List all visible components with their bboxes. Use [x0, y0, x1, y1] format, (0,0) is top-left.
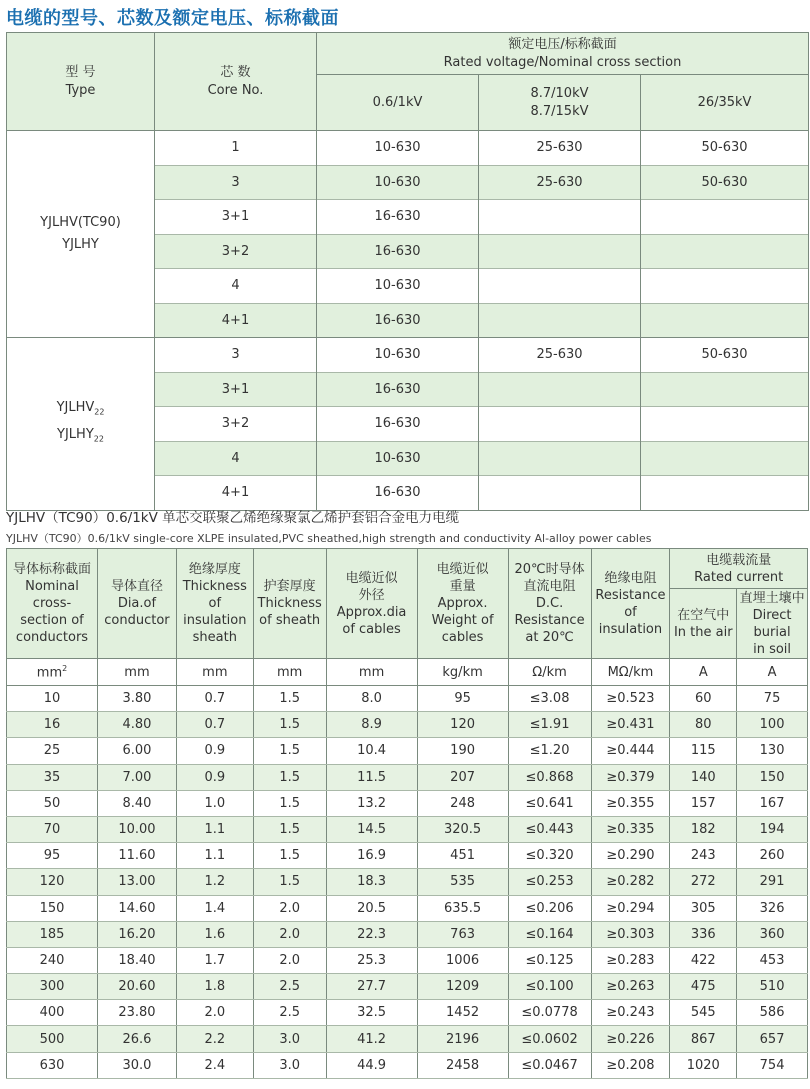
table-cell: ≤0.164 — [508, 921, 591, 947]
unit-cell: mm — [98, 659, 177, 686]
table-cell: ≥0.283 — [591, 947, 670, 973]
table-row — [7, 816, 808, 842]
hdr-rated-current: 电缆载流量 Rated current — [670, 549, 808, 589]
table-cell: 7.00 — [98, 764, 177, 790]
table-cell: 8.0 — [326, 686, 417, 712]
range-cell — [641, 441, 809, 476]
table-cell: ≤0.0778 — [508, 1000, 591, 1026]
core-cell: 3 — [155, 165, 317, 200]
hdr-sheath-thickness: 护套厚度 Thickness of sheath — [253, 549, 326, 659]
table-cell: 75 — [737, 686, 808, 712]
table-cell: 1.5 — [253, 686, 326, 712]
table-cell: 248 — [417, 790, 508, 816]
table-cell: 23.80 — [98, 1000, 177, 1026]
table-cell: ≤0.320 — [508, 843, 591, 869]
table-cell: 11.5 — [326, 764, 417, 790]
table-cell: 1.2 — [176, 869, 253, 895]
table-cell: 1.5 — [253, 843, 326, 869]
table-cell: 1452 — [417, 1000, 508, 1026]
table-cell: 70 — [7, 816, 98, 842]
core-cell: 4 — [155, 269, 317, 304]
table-cell: 0.9 — [176, 764, 253, 790]
table-row — [7, 869, 808, 895]
table-cell: 20.5 — [326, 895, 417, 921]
table-cell: 150 — [737, 764, 808, 790]
table-cell: 8.40 — [98, 790, 177, 816]
range-cell — [641, 407, 809, 442]
table-cell: ≤1.91 — [508, 712, 591, 738]
table-cell: 185 — [7, 921, 98, 947]
core-header: 芯 数 Core No. — [155, 33, 317, 131]
table-cell: 10.00 — [98, 816, 177, 842]
range-cell — [641, 303, 809, 338]
table-row — [7, 1000, 808, 1026]
table-cell: 0.9 — [176, 738, 253, 764]
table-cell: ≥0.355 — [591, 790, 670, 816]
table-cell: ≤0.641 — [508, 790, 591, 816]
table-cell: ≥0.379 — [591, 764, 670, 790]
range-cell: 16-630 — [317, 303, 479, 338]
table-cell: 11.60 — [98, 843, 177, 869]
table-cell: ≥0.444 — [591, 738, 670, 764]
table-cell: 3.0 — [253, 1026, 326, 1052]
range-cell: 10-630 — [317, 338, 479, 373]
table-cell: ≤0.0467 — [508, 1052, 591, 1078]
table-cell: 630 — [7, 1052, 98, 1078]
table-cell: 305 — [670, 895, 737, 921]
table-cell: 182 — [670, 816, 737, 842]
core-cell: 4+1 — [155, 303, 317, 338]
table-cell: 10.4 — [326, 738, 417, 764]
range-cell: 50-630 — [641, 165, 809, 200]
table-cell: 25.3 — [326, 947, 417, 973]
table-cell: 194 — [737, 816, 808, 842]
type-header: 型 号 Type — [7, 33, 155, 131]
table-cell: ≤3.08 — [508, 686, 591, 712]
table-cell: ≥0.335 — [591, 816, 670, 842]
table-cell: 80 — [670, 712, 737, 738]
table-cell: ≤0.868 — [508, 764, 591, 790]
table-cell: ≤0.253 — [508, 869, 591, 895]
table-cell: 400 — [7, 1000, 98, 1026]
table-cell: 20.60 — [98, 974, 177, 1000]
hdr-dc-resistance: 20℃时导体 直流电阻 D.C. Resistance at 20℃ — [508, 549, 591, 659]
range-cell — [479, 234, 641, 269]
table-cell: 320.5 — [417, 816, 508, 842]
table-cell: 1.7 — [176, 947, 253, 973]
table-cell: 44.9 — [326, 1052, 417, 1078]
range-cell: 10-630 — [317, 269, 479, 304]
hdr-insulation-thickness: 绝缘厚度 Thickness of insulation sheath — [176, 549, 253, 659]
table-cell: 16 — [7, 712, 98, 738]
range-cell — [479, 407, 641, 442]
table-cell: 867 — [670, 1026, 737, 1052]
table-cell: 1.6 — [176, 921, 253, 947]
table-cell: 18.3 — [326, 869, 417, 895]
core-cell: 3+2 — [155, 234, 317, 269]
table-cell: 16.9 — [326, 843, 417, 869]
table-cell: 545 — [670, 1000, 737, 1026]
range-cell — [641, 476, 809, 511]
table-cell: 3.80 — [98, 686, 177, 712]
table-cell: 535 — [417, 869, 508, 895]
table-cell: 500 — [7, 1026, 98, 1052]
caption-en: YJLHV（TC90）0.6/1kV single-core XLPE insulated,PVC sheathed,high strength and conductivity Al-alloy power cables — [6, 532, 652, 545]
voltage-26-header: 26/35kV — [641, 75, 809, 131]
unit-cell: $mm^2$ — [7, 659, 98, 686]
table-cell: 1.1 — [176, 816, 253, 842]
table-cell: 1.8 — [176, 974, 253, 1000]
table-cell: 260 — [737, 843, 808, 869]
table-row — [7, 1052, 808, 1078]
type-cell: $YJLHV_{22}$ $YJLHY_{22}$ — [7, 338, 155, 511]
range-cell: 50-630 — [641, 338, 809, 373]
range-cell — [641, 200, 809, 235]
range-cell: 16-630 — [317, 476, 479, 511]
table-cell: ≥0.226 — [591, 1026, 670, 1052]
table-cell: 25 — [7, 738, 98, 764]
unit-cell: MΩ/km — [591, 659, 670, 686]
table-cell: 2.0 — [253, 947, 326, 973]
core-cell: 3+1 — [155, 372, 317, 407]
table-row — [7, 1026, 808, 1052]
core-cell: 3 — [155, 338, 317, 373]
table-cell: 272 — [670, 869, 737, 895]
table-cell: 291 — [737, 869, 808, 895]
range-cell: 25-630 — [479, 131, 641, 166]
table-cell: 1.5 — [253, 764, 326, 790]
table-cell: 453 — [737, 947, 808, 973]
table-cell: 0.7 — [176, 686, 253, 712]
table-cell: 95 — [7, 843, 98, 869]
table-row — [7, 712, 808, 738]
table-cell: 100 — [737, 712, 808, 738]
table-row — [7, 131, 809, 166]
table-row — [7, 843, 808, 869]
table-cell: 14.5 — [326, 816, 417, 842]
table-cell: ≥0.282 — [591, 869, 670, 895]
unit-cell: mm — [326, 659, 417, 686]
table-cell: 2.0 — [176, 1000, 253, 1026]
range-cell: 16-630 — [317, 372, 479, 407]
voltage-0.6-header: 0.6/1kV — [317, 75, 479, 131]
table-cell: 95 — [417, 686, 508, 712]
table-cell: 360 — [737, 921, 808, 947]
table-cell: ≤0.100 — [508, 974, 591, 1000]
range-cell — [641, 234, 809, 269]
rated-voltage-header: 额定电压/标称截面 Rated voltage/Nominal cross section — [317, 33, 809, 75]
table-cell: 635.5 — [417, 895, 508, 921]
range-cell — [479, 200, 641, 235]
range-cell: 16-630 — [317, 407, 479, 442]
table-row — [7, 738, 808, 764]
table-cell: 167 — [737, 790, 808, 816]
table-cell: 41.2 — [326, 1026, 417, 1052]
table-cell: ≤0.0602 — [508, 1026, 591, 1052]
range-cell — [479, 269, 641, 304]
table-cell: 50 — [7, 790, 98, 816]
hdr-in-soil: 直埋土壤中 Direct burial in soil — [737, 589, 808, 659]
table-row — [7, 790, 808, 816]
range-cell — [479, 372, 641, 407]
table-cell: ≥0.303 — [591, 921, 670, 947]
table-cell: 130 — [737, 738, 808, 764]
table-row — [7, 947, 808, 973]
hdr-conductor-dia: 导体直径 Dia.of conductor — [98, 549, 177, 659]
range-cell — [641, 372, 809, 407]
table-cell: 120 — [7, 869, 98, 895]
table-cell: 32.5 — [326, 1000, 417, 1026]
table-cell: 1.5 — [253, 816, 326, 842]
table-cell: 300 — [7, 974, 98, 1000]
range-cell: 16-630 — [317, 200, 479, 235]
table-cell: 60 — [670, 686, 737, 712]
table-cell: 157 — [670, 790, 737, 816]
table-cell: 754 — [737, 1052, 808, 1078]
range-cell: 25-630 — [479, 165, 641, 200]
table-cell: 451 — [417, 843, 508, 869]
table-cell: 2.5 — [253, 1000, 326, 1026]
core-cell: 1 — [155, 131, 317, 166]
table-cell: 30.0 — [98, 1052, 177, 1078]
range-cell: 25-630 — [479, 338, 641, 373]
table-cell: 422 — [670, 947, 737, 973]
table-cell: ≥0.208 — [591, 1052, 670, 1078]
hdr-in-air: 在空气中 In the air — [670, 589, 737, 659]
range-cell: 16-630 — [317, 234, 479, 269]
table-row — [7, 338, 809, 373]
core-cell: 4 — [155, 441, 317, 476]
table-cell: 2.5 — [253, 974, 326, 1000]
table-cell: ≤1.20 — [508, 738, 591, 764]
table-cell: 140 — [670, 764, 737, 790]
table-cell: 657 — [737, 1026, 808, 1052]
core-cell: 3+2 — [155, 407, 317, 442]
table-cell: ≥0.523 — [591, 686, 670, 712]
specs-rows — [7, 686, 808, 1079]
table-cell: 150 — [7, 895, 98, 921]
table-cell: 1.4 — [176, 895, 253, 921]
table-cell: 243 — [670, 843, 737, 869]
table-row — [7, 686, 808, 712]
table-row — [7, 921, 808, 947]
table-cell: 26.6 — [98, 1026, 177, 1052]
table-row — [7, 764, 808, 790]
core-cell: 4+1 — [155, 476, 317, 511]
table-cell: 1006 — [417, 947, 508, 973]
table-cell: ≥0.243 — [591, 1000, 670, 1026]
type-cell: YJLHV(TC90) YJLHY — [7, 131, 155, 338]
table-cell: 1.5 — [253, 790, 326, 816]
group2-rows — [7, 338, 809, 511]
hdr-insulation-resistance: 绝缘电阻 Resistance of insulation — [591, 549, 670, 659]
table-cell: 1.5 — [253, 712, 326, 738]
unit-cell: mm — [176, 659, 253, 686]
table-row — [7, 895, 808, 921]
table-cell: 1.1 — [176, 843, 253, 869]
page-title: 电缆的型号、芯数及额定电压、标称截面 — [6, 8, 339, 29]
table-cell: 1.5 — [253, 738, 326, 764]
range-cell — [641, 269, 809, 304]
table-cell: 190 — [417, 738, 508, 764]
range-cell: 10-630 — [317, 165, 479, 200]
table-cell: ≤0.443 — [508, 816, 591, 842]
table-cell: 8.9 — [326, 712, 417, 738]
table-cell: 240 — [7, 947, 98, 973]
table-cell: 18.40 — [98, 947, 177, 973]
table-cell: ≥0.290 — [591, 843, 670, 869]
core-cell: 3+1 — [155, 200, 317, 235]
table-cell: 475 — [670, 974, 737, 1000]
unit-cell: A — [670, 659, 737, 686]
range-cell — [479, 303, 641, 338]
table-cell: 336 — [670, 921, 737, 947]
table-cell: 1.5 — [253, 869, 326, 895]
table-cell: 115 — [670, 738, 737, 764]
table-cell: 14.60 — [98, 895, 177, 921]
table-cell: 3.0 — [253, 1052, 326, 1078]
table-cell: 510 — [737, 974, 808, 1000]
table-cell: 1.0 — [176, 790, 253, 816]
table-cell: 0.7 — [176, 712, 253, 738]
hdr-cable-dia: 电缆近似 外径 Approx.dia of cables — [326, 549, 417, 659]
table-cell: 586 — [737, 1000, 808, 1026]
table-cell: 2.4 — [176, 1052, 253, 1078]
table-cell: 16.20 — [98, 921, 177, 947]
table-cell: 2.2 — [176, 1026, 253, 1052]
range-cell — [479, 441, 641, 476]
table-cell: 120 — [417, 712, 508, 738]
specs-table — [6, 548, 808, 1079]
unit-cell: A — [737, 659, 808, 686]
unit-cell: Ω/km — [508, 659, 591, 686]
group1-rows — [7, 131, 809, 338]
table-cell: ≥0.294 — [591, 895, 670, 921]
table-cell: 326 — [737, 895, 808, 921]
caption-cn: YJLHV（TC90）0.6/1kV 单芯交联聚乙烯绝缘聚氯乙烯护套铝合金电力电缆 — [6, 510, 460, 526]
hdr-cable-weight: 电缆近似 重量 Approx. Weight of cables — [417, 549, 508, 659]
table-cell: 207 — [417, 764, 508, 790]
range-cell: 10-630 — [317, 131, 479, 166]
units-row — [7, 659, 808, 686]
table-cell: 10 — [7, 686, 98, 712]
table-cell: ≤0.206 — [508, 895, 591, 921]
table-cell: 1020 — [670, 1052, 737, 1078]
unit-cell: kg/km — [417, 659, 508, 686]
table-cell: 4.80 — [98, 712, 177, 738]
table-cell: 2196 — [417, 1026, 508, 1052]
unit-cell: mm — [253, 659, 326, 686]
range-cell: 50-630 — [641, 131, 809, 166]
table-cell: ≤0.125 — [508, 947, 591, 973]
table-cell: 27.7 — [326, 974, 417, 1000]
table-cell: 35 — [7, 764, 98, 790]
voltage-8.7-header: 8.7/10kV 8.7/15kV — [479, 75, 641, 131]
type-core-voltage-table — [6, 32, 809, 511]
table-cell: 13.00 — [98, 869, 177, 895]
table-cell: 2.0 — [253, 921, 326, 947]
table-cell: 1209 — [417, 974, 508, 1000]
table-cell: 6.00 — [98, 738, 177, 764]
table-cell: ≥0.431 — [591, 712, 670, 738]
table-cell: 2458 — [417, 1052, 508, 1078]
table-cell: 763 — [417, 921, 508, 947]
hdr-nominal-section: 导体标称截面 Nominal cross- section of conductors — [7, 549, 98, 659]
table-cell: 22.3 — [326, 921, 417, 947]
table-cell: ≥0.263 — [591, 974, 670, 1000]
range-cell: 10-630 — [317, 441, 479, 476]
range-cell — [479, 476, 641, 511]
table-cell: 13.2 — [326, 790, 417, 816]
table-cell: 2.0 — [253, 895, 326, 921]
table-row — [7, 974, 808, 1000]
